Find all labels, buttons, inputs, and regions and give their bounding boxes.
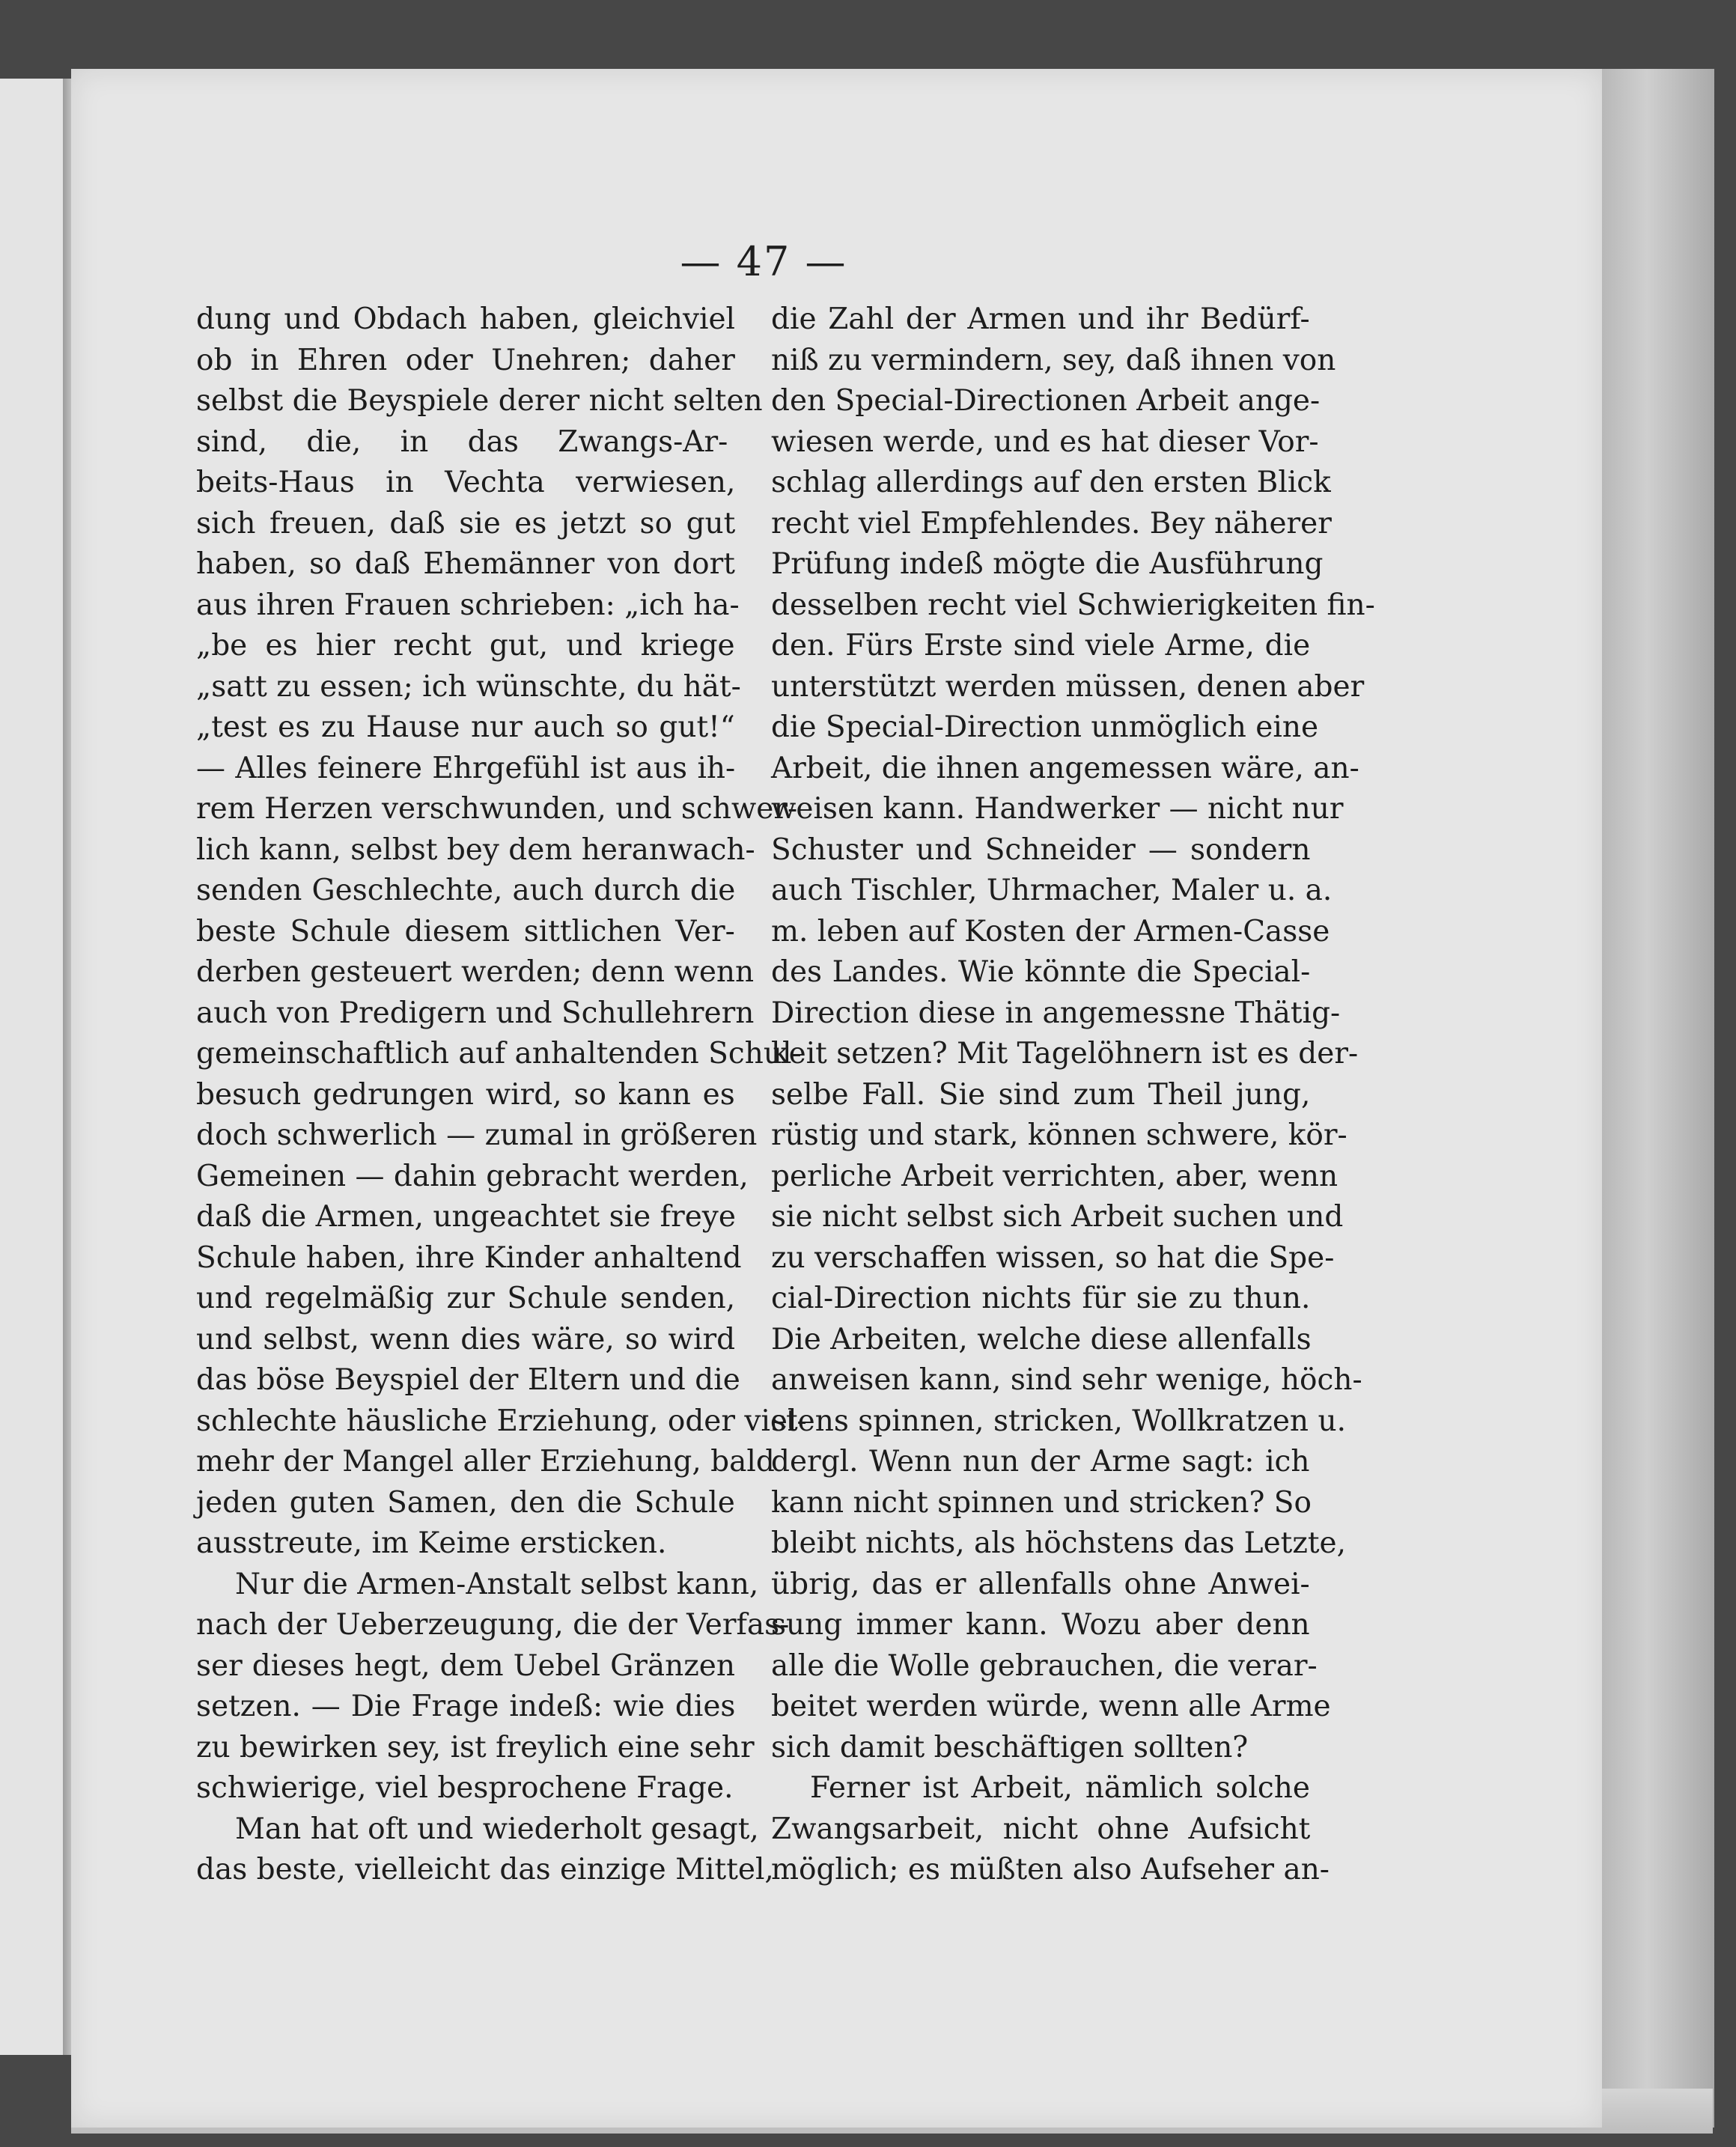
text-line: besuch gedrungen wird, so kann es	[196, 1077, 735, 1112]
text-line: niß zu vermindern, sey, daß ihnen von	[771, 343, 1336, 377]
text-line: ausstreute, im Keime ersticken.	[196, 1526, 667, 1560]
text-line: daß die Armen, ungeachtet sie freye	[196, 1200, 736, 1234]
text-line: selbst die Beyspiele derer nicht selten	[196, 384, 763, 418]
text-line: jeden guten Samen, den die Schule	[196, 1485, 735, 1520]
text-line: schlag allerdings auf den ersten Blick	[771, 466, 1331, 499]
text-line: rem Herzen verschwunden, und schwer-	[196, 792, 798, 826]
text-line: senden Geschlechte, auch durch die	[196, 874, 736, 907]
page-number: — 47 —	[680, 238, 847, 285]
text-line: stens spinnen, stricken, Wollkratzen u.	[771, 1404, 1346, 1438]
text-line: derben gesteuert werden; denn wenn	[196, 955, 755, 989]
text-line: nach der Ueberzeugung, die der Verfas-	[196, 1608, 790, 1642]
text-line: sich freuen, daß sie es jetzt so gut	[196, 506, 736, 540]
text-column-left	[196, 299, 807, 1891]
text-line: und regelmäßig zur Schule senden,	[196, 1282, 736, 1315]
text-line: auch Tischler, Uhrmacher, Maler u. a.	[771, 874, 1333, 907]
text-line: Man hat oft und wiederholt gesagt,	[235, 1812, 759, 1846]
text-line: beste Schule diesem sittlichen Ver-	[196, 914, 735, 948]
text-line: Ferner ist Arbeit, nämlich solche	[810, 1771, 1310, 1805]
text-line: „test es zu Hause nur auch so gut!“	[196, 710, 735, 744]
text-line: recht viel Empfehlendes. Bey näherer	[771, 506, 1332, 540]
text-line: weisen kann. Handwerker — nicht nur	[771, 792, 1344, 826]
text-line: ob in Ehren oder Unehren; daher	[196, 343, 735, 377]
text-line: den Special-Directionen Arbeit ange-	[771, 384, 1321, 418]
text-line: haben, so daß Ehemänner von dort	[196, 547, 735, 581]
text-line: m. leben auf Kosten der Armen-Casse	[771, 914, 1330, 948]
text-line: Die Arbeiten, welche diese allenfalls	[771, 1322, 1312, 1356]
text-line: wiesen werde, und es hat dieser Vor-	[771, 424, 1319, 459]
text-line: schlechte häusliche Erziehung, oder viel-	[196, 1404, 807, 1438]
text-line: den. Fürs Erste sind viele Arme, die	[771, 629, 1311, 663]
page-stack-edge-right	[1601, 69, 1714, 2128]
text-line: rüstig und stark, können schwere, kör-	[771, 1118, 1347, 1152]
text-line: setzen. — Die Frage indeß: wie dies	[196, 1690, 736, 1723]
text-line: unterstützt werden müssen, denen aber	[771, 669, 1365, 704]
text-line: dergl. Wenn nun der Arme sagt: ich	[771, 1445, 1310, 1478]
text-line: doch schwerlich — zumal in größeren	[196, 1118, 758, 1152]
text-line: desselben recht viel Schwierigkeiten fin-	[771, 588, 1375, 622]
text-line: Prüfung indeß mögte die Ausführung	[771, 547, 1324, 581]
text-line: alle die Wolle gebrauchen, die verar-	[771, 1648, 1318, 1683]
text-line: kann nicht spinnen und stricken? So	[771, 1485, 1312, 1520]
text-line: übrig, das er allenfalls ohne Anwei-	[771, 1567, 1310, 1601]
text-line: Schuster und Schneider — sondern	[771, 832, 1311, 867]
text-line: sie nicht selbst sich Arbeit suchen und	[771, 1200, 1344, 1234]
text-line: schwierige, viel besprochene Frage.	[196, 1771, 734, 1805]
text-line: die Special-Direction unmöglich eine	[771, 710, 1319, 744]
text-line: „satt zu essen; ich wünschte, du hät-	[196, 669, 741, 704]
text-line: bleibt nichts, als höchstens das Letzte,	[771, 1526, 1347, 1560]
text-line: „be es hier recht gut, und kriege	[196, 629, 735, 663]
text-line: mehr der Mangel aller Erziehung, bald	[196, 1445, 775, 1478]
text-line: das böse Beyspiel der Eltern und die	[196, 1363, 740, 1397]
text-line: Nur die Armen-Anstalt selbst kann,	[235, 1567, 759, 1601]
text-line: Schule haben, ihre Kinder anhaltend	[196, 1240, 742, 1275]
text-line: cial-Direction nichts für sie zu thun.	[771, 1282, 1311, 1315]
text-line: beits-Haus in Vechta verwiesen,	[196, 466, 736, 499]
text-line: und selbst, wenn dies wäre, so wird	[196, 1322, 736, 1356]
text-line: die Zahl der Armen und ihr Bedürf-	[771, 302, 1310, 336]
text-line: lich kann, selbst bey dem heranwach-	[196, 832, 755, 867]
text-line: aus ihren Frauen schrieben: „ich ha-	[196, 588, 740, 622]
text-line: möglich; es müßten also Aufseher an-	[771, 1853, 1330, 1886]
text-line: zu verschaffen wissen, so hat die Spe-	[771, 1240, 1335, 1275]
text-line: sind, die, in das Zwangs-Ar-	[196, 424, 728, 459]
text-line: ser dieses hegt, dem Uebel Gränzen	[196, 1648, 735, 1683]
text-line: beitet werden würde, wenn alle Arme	[771, 1690, 1331, 1723]
text-line: keit setzen? Mit Tagelöhnern ist es der-	[771, 1037, 1359, 1071]
text-column-right	[771, 299, 1375, 1891]
text-line: das beste, vielleicht das einzige Mittel,	[196, 1853, 774, 1886]
text-line: sung immer kann. Wozu aber denn	[771, 1608, 1310, 1642]
text-line: Zwangsarbeit, nicht ohne Aufsicht	[771, 1812, 1311, 1846]
text-line: anweisen kann, sind sehr wenige, höch-	[771, 1363, 1362, 1397]
text-line: gemeinschaftlich auf anhaltenden Schul-	[196, 1037, 802, 1071]
text-line: zu bewirken sey, ist freylich eine sehr	[196, 1730, 755, 1764]
text-line: des Landes. Wie könnte die Special-	[771, 955, 1311, 989]
text-line: Gemeinen — dahin gebracht werden,	[196, 1159, 749, 1193]
text-line: auch von Predigern und Schullehrern	[196, 996, 755, 1030]
text-line: Direction diese in angemessne Thätig-	[771, 996, 1341, 1030]
text-line: dung und Obdach haben, gleichviel	[196, 302, 736, 336]
text-line: perliche Arbeit verrichten, aber, wenn	[771, 1159, 1338, 1193]
text-line: sich damit beschäftigen sollten?	[771, 1730, 1249, 1764]
text-line: Arbeit, die ihnen angemessen wäre, an-	[771, 751, 1359, 785]
text-line: — Alles feinere Ehrgefühl ist aus ih-	[196, 751, 736, 785]
text-line: selbe Fall. Sie sind zum Theil jung,	[771, 1077, 1311, 1112]
